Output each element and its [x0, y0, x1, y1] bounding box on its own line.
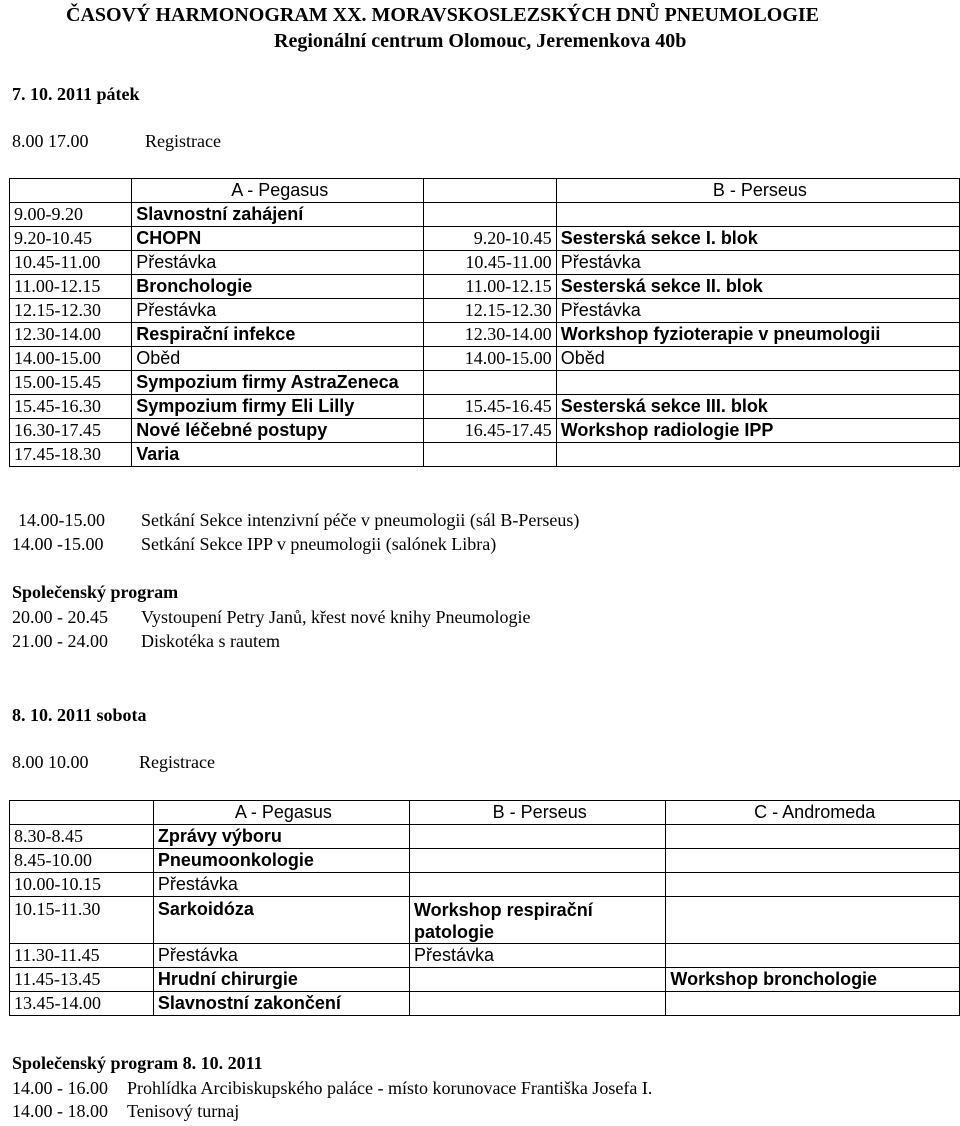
time-cell: 14.00-15.00: [10, 347, 132, 371]
event-cell: Slavnostní zakončení: [153, 992, 409, 1016]
time-cell: 10.15-11.30: [10, 897, 154, 944]
time-cell: 12.30-14.00: [10, 323, 132, 347]
time-cell: 13.45-14.00: [10, 992, 154, 1016]
event-cell: Sarkoidóza: [153, 897, 409, 944]
table-header-cell: [424, 179, 556, 203]
time-cell: 10.45-11.00: [424, 251, 556, 275]
table-row: [10, 849, 960, 873]
table-header-cell: A - Pegasus: [153, 801, 409, 825]
event-cell: Přestávka: [153, 873, 409, 897]
time-cell: 15.00-15.45: [10, 371, 132, 395]
event-cell: [556, 371, 959, 395]
time-cell: 10.45-11.00: [10, 251, 132, 275]
table-row: [10, 419, 960, 443]
table-row: [10, 944, 960, 968]
table-row: [10, 371, 960, 395]
day1-schedule-table: [9, 178, 960, 467]
time-cell: 8.45-10.00: [10, 849, 154, 873]
table-header-row: [10, 179, 960, 203]
event-cell: [556, 203, 959, 227]
table-header-cell: [10, 179, 132, 203]
table-row: [10, 968, 960, 992]
time-cell: 9.20-10.45: [10, 227, 132, 251]
social-heading: Společenský program 8. 10. 2011: [12, 1053, 263, 1073]
event-cell: Zprávy výboru: [153, 825, 409, 849]
event-cell: Pneumoonkologie: [153, 849, 409, 873]
table-row: [10, 395, 960, 419]
social-time: 14.00 - 16.00: [12, 1078, 108, 1098]
day1-registration-time: 8.00 17.00: [12, 131, 89, 151]
day1-registration-label: Registrace: [145, 131, 221, 151]
social-time: 14.00 - 18.00: [12, 1101, 108, 1121]
table-row: [10, 275, 960, 299]
time-cell: 9.20-10.45: [424, 227, 556, 251]
table-row: [10, 873, 960, 897]
table-row: [10, 443, 960, 467]
event-cell: Slavnostní zahájení: [132, 203, 424, 227]
event-cell: [666, 825, 960, 849]
time-cell: 10.00-10.15: [10, 873, 154, 897]
table-row: [10, 897, 960, 944]
event-cell: Bronchologie: [132, 275, 424, 299]
event-cell: [666, 992, 960, 1016]
event-cell: Sympozium firmy Eli Lilly: [132, 395, 424, 419]
event-cell: Workshop fyzioterapie v pneumologii: [556, 323, 959, 347]
event-cell: Workshop radiologie IPP: [556, 419, 959, 443]
meeting-time: 14.00 -15.00: [12, 534, 104, 554]
social-time: 21.00 - 24.00: [12, 631, 108, 651]
page-subtitle: Regionální centrum Olomouc, Jeremenkova 40b: [274, 30, 687, 52]
social-text: Vystoupení Petry Janů, křest nové knihy Pneumologie: [141, 607, 531, 627]
event-cell: Varia: [132, 443, 424, 467]
event-cell: [409, 992, 665, 1016]
event-cell: [666, 897, 960, 944]
event-cell: Sesterská sekce II. blok: [556, 275, 959, 299]
event-cell: Přestávka: [556, 299, 959, 323]
event-cell: Přestávka: [132, 251, 424, 275]
table-header-cell: B - Perseus: [409, 801, 665, 825]
table-row: [10, 992, 960, 1016]
event-cell: Přestávka: [132, 299, 424, 323]
social-text: Prohlídka Arcibiskupského paláce - místo korunovace Františka Josefa I.: [127, 1078, 653, 1098]
event-cell: [409, 873, 665, 897]
event-cell: Přestávka: [153, 944, 409, 968]
time-cell: 8.30-8.45: [10, 825, 154, 849]
time-cell: 11.00-12.15: [424, 275, 556, 299]
time-cell: [424, 371, 556, 395]
event-cell: [556, 443, 959, 467]
time-cell: 17.45-18.30: [10, 443, 132, 467]
event-cell: [666, 849, 960, 873]
event-cell: Workshop respirační patologie: [409, 897, 665, 944]
day2-registration-time: 8.00 10.00: [12, 752, 89, 772]
meeting-text: Setkání Sekce intenzivní péče v pneumologii (sál B-Perseus): [141, 510, 580, 530]
social-text: Diskotéka s rautem: [141, 631, 280, 651]
table-header-cell: B - Perseus: [556, 179, 959, 203]
event-cell: Respirační infekce: [132, 323, 424, 347]
time-cell: 11.00-12.15: [10, 275, 132, 299]
event-cell: [409, 849, 665, 873]
table-header-cell: C - Andromeda: [666, 801, 960, 825]
time-cell: 11.45-13.45: [10, 968, 154, 992]
event-cell: Sesterská sekce III. blok: [556, 395, 959, 419]
time-cell: 9.00-9.20: [10, 203, 132, 227]
day1-date: 7. 10. 2011 pátek: [12, 84, 140, 104]
time-cell: 11.30-11.45: [10, 944, 154, 968]
table-row: [10, 347, 960, 371]
table-row: [10, 227, 960, 251]
table-header-row: [10, 801, 960, 825]
day2-schedule-table: [9, 800, 960, 1016]
table-header-cell: A - Pegasus: [132, 179, 424, 203]
table-row: [10, 203, 960, 227]
event-cell: Sesterská sekce I. blok: [556, 227, 959, 251]
meeting-time: 14.00-15.00: [18, 510, 105, 530]
time-cell: 14.00-15.00: [424, 347, 556, 371]
day2-date: 8. 10. 2011 sobota: [12, 705, 147, 725]
table-header-cell: [10, 801, 154, 825]
social-text: Tenisový turnaj: [127, 1101, 240, 1121]
event-cell: Nové léčebné postupy: [132, 419, 424, 443]
time-cell: 15.45-16.30: [10, 395, 132, 419]
time-cell: 15.45-16.45: [424, 395, 556, 419]
time-cell: [424, 443, 556, 467]
page-title: ČASOVÝ HARMONOGRAM XX. MORAVSKOSLEZSKÝCH DNŮ PNEUMOLOGIE: [66, 4, 820, 26]
event-cell: Přestávka: [556, 251, 959, 275]
table-row: [10, 825, 960, 849]
event-cell: Oběd: [556, 347, 959, 371]
event-cell: Hrudní chirurgie: [153, 968, 409, 992]
table-row: [10, 299, 960, 323]
time-cell: 16.45-17.45: [424, 419, 556, 443]
table-row: [10, 323, 960, 347]
event-cell: [409, 825, 665, 849]
event-cell: CHOPN: [132, 227, 424, 251]
time-cell: 12.30-14.00: [424, 323, 556, 347]
event-cell: [409, 968, 665, 992]
event-cell: Sympozium firmy AstraZeneca: [132, 371, 424, 395]
table-row: [10, 251, 960, 275]
time-cell: [424, 203, 556, 227]
time-cell: 12.15-12.30: [424, 299, 556, 323]
day2-registration-label: Registrace: [139, 752, 215, 772]
time-cell: 12.15-12.30: [10, 299, 132, 323]
social-heading: Společenský program: [12, 582, 179, 602]
event-cell: Workshop bronchologie: [666, 968, 960, 992]
event-cell: [666, 944, 960, 968]
event-cell: [666, 873, 960, 897]
event-cell: Přestávka: [409, 944, 665, 968]
social-time: 20.00 - 20.45: [12, 607, 108, 627]
event-cell: Oběd: [132, 347, 424, 371]
meeting-text: Setkání Sekce IPP v pneumologii (salónek Libra): [141, 534, 497, 554]
time-cell: 16.30-17.45: [10, 419, 132, 443]
